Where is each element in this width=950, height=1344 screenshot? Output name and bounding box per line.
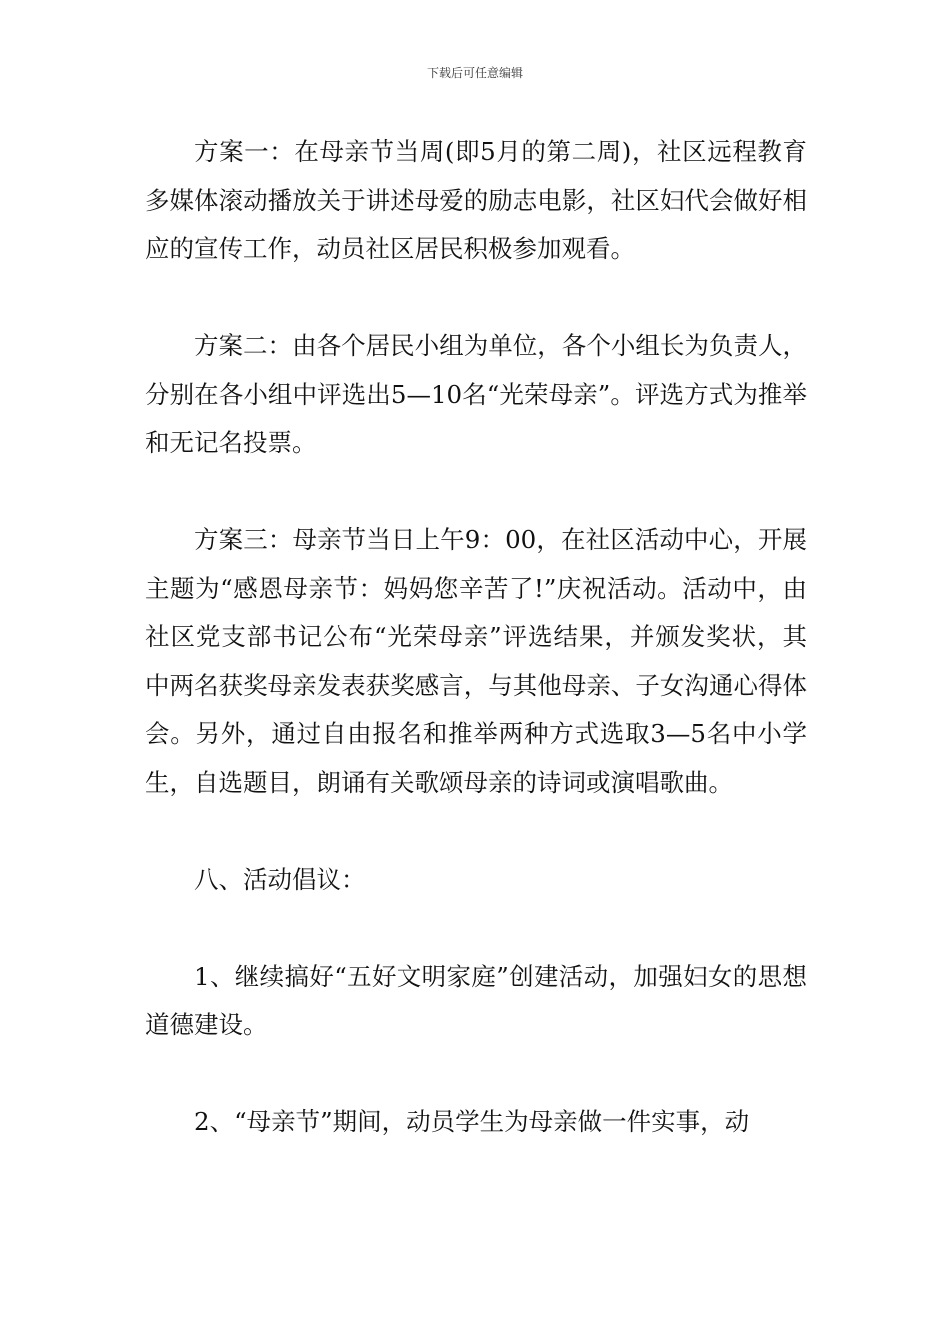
page-header: 下载后可任意编辑: [426, 66, 523, 80]
paragraph-plan-two: 方案二：由各个居民小组为单位，各个小组长为负责人，分别在各小组中评选出5—10名“光荣母亲”。评选方式为推举和无记名投票。: [145, 331, 807, 457]
paragraph-plan-one: 方案一：在母亲节当周(即5月的第二周)，社区远程教育多媒体滚动播放关于讲述母爱的励志电影，社区妇代会做好相应的宣传工作，动员社区居民积极参加观看。: [145, 137, 807, 263]
paragraph-proposal-one: 1、继续搞好“五好文明家庭”创建活动，加强妇女的思想道德建设。: [145, 961, 807, 1039]
paragraph-proposal-two: 2、“母亲节”期间，动员学生为母亲做一件实事，动: [194, 1107, 750, 1136]
document-body: [145, 128, 807, 1195]
section-heading-activity-proposal: 八、活动倡议：: [194, 864, 366, 894]
paragraph-plan-three: 方案三：母亲节当日上午9：00，在社区活动中心，开展主题为“感恩母亲节：妈妈您辛苦了!”庆祝活动。活动中，由社区党支部书记公布“光荣母亲”评选结果，并颁发奖状，其中两名获奖母亲发表获奖感言，与其他母亲、子女沟通心得体会。另外，通过自由报名和推举两种方式选取3—5名中小学生，自选题目，朗诵有关歌颂母亲的诗词或演唱歌曲。: [145, 525, 807, 797]
